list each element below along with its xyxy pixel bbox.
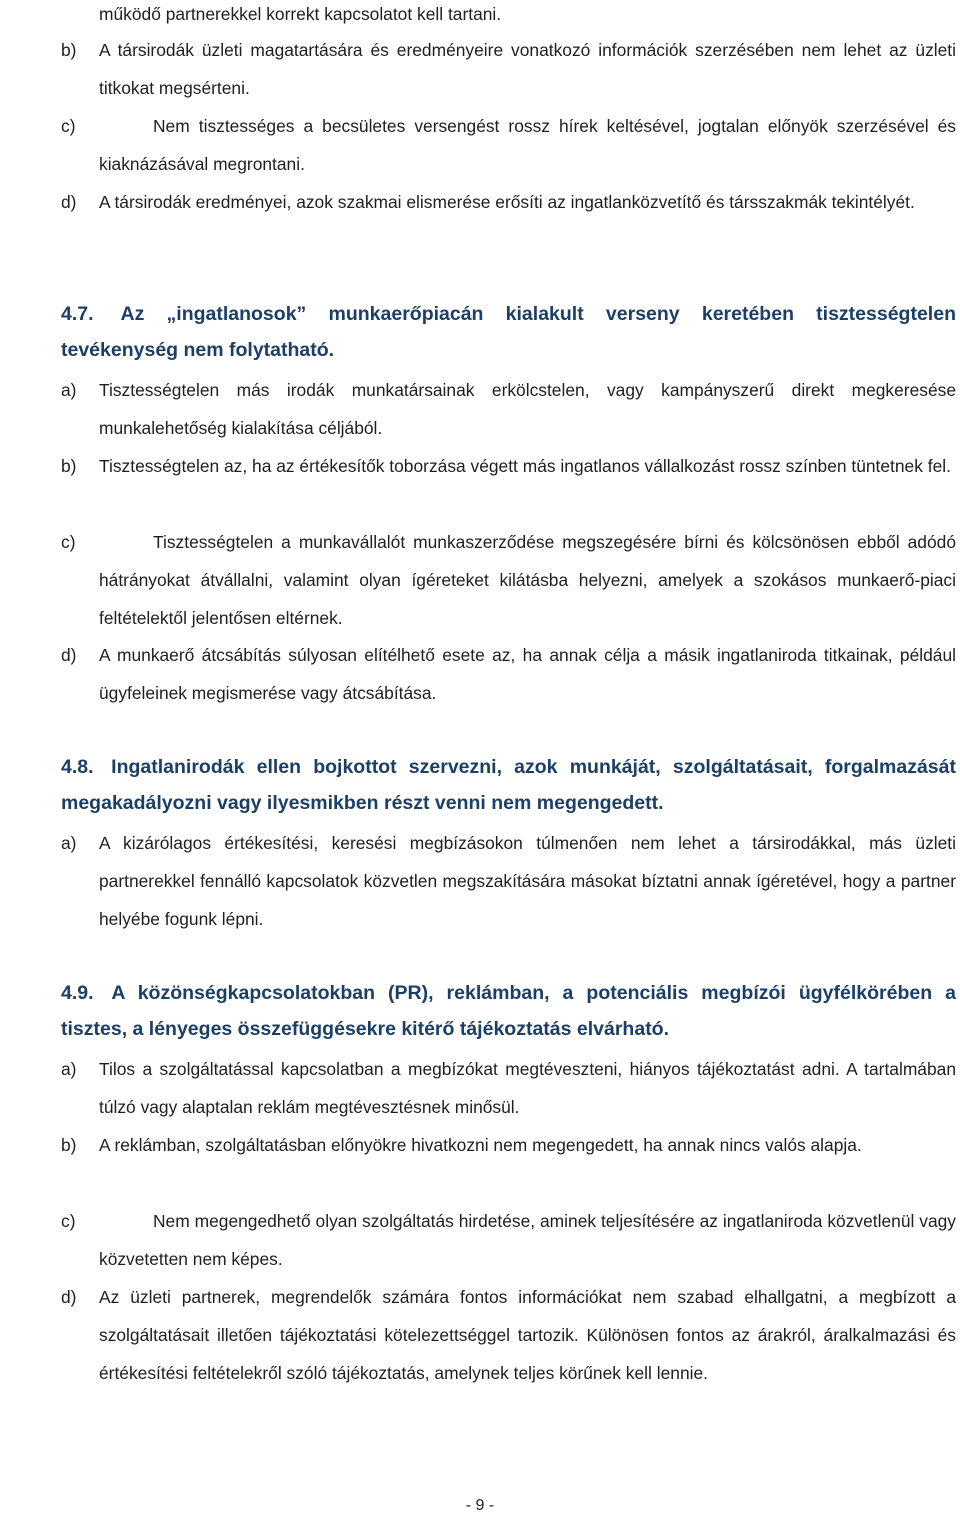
section-title: Ingatlanirodák ellen bojkottot szervezni, azok munkáját, szolgáltatásait, forgalmazását megakadályozni vagy ilyesmikben részt venni nem megengedett. <box>61 756 956 814</box>
list-item <box>61 1126 956 1164</box>
section-heading <box>61 749 956 821</box>
item-text: A társirodák eredményei, azok szakmai elismerése erősíti az ingatlanközvetítő és társszakmák tekintélyét. <box>99 192 915 212</box>
page-number: - 9 - <box>465 1497 495 1514</box>
item-text: Az üzleti partnerek, megrendelők számára fontos információkat nem szabad elhallgatni, a megbízott a szolgáltatásait illetően tájékoztatási kötelezettséggel tartozik. Különösen fontos az árakról, áralkalmazási és értékesítési feltételekről szóló tájékoztatás, amelynek teljes körűnek kell lennie. <box>99 1287 956 1383</box>
section-number: 4.9. <box>61 982 94 1004</box>
section-title: Az „ingatlanosok” munkaerőpiacán kialakult verseny keretében tisztességtelen tevékenység nem folytatható. <box>61 303 956 361</box>
section-heading <box>61 296 956 368</box>
item-label: c) <box>61 532 76 552</box>
item-text: A kizárólagos értékesítési, keresési megbízásokon túlmenően nem lehet a társirodákkal, más üzleti partnerekkel fennálló kapcsolatok közvetlen megszakítására másokat bíztatni annak ígéretével, hogy a partner helyébe fogunk lépni. <box>99 833 956 929</box>
item-label: c) <box>61 116 76 136</box>
list-item <box>61 183 956 221</box>
section-number: 4.8. <box>61 756 94 778</box>
item-label: c) <box>61 1211 76 1231</box>
list-item <box>61 447 956 485</box>
item-text: Nem megengedhető olyan szolgáltatás hirdetése, aminek teljesítésére az ingatlaniroda közvetlenül vagy közvetetten nem képes. <box>99 1211 956 1269</box>
list-item <box>61 1278 956 1392</box>
item-text: Tisztességtelen a munkavállalót munkaszerződése megszegésére bírni és kölcsönösen ebből adódó hátrányokat átvállalni, valamint olyan ígéreteket kilátásba helyezni, amelyek a szokásos munkaerő-piaci feltételektől jelentősen eltérnek. <box>99 532 956 628</box>
item-text: működő partnerekkel korrekt kapcsolatot kell tartani. <box>99 4 502 24</box>
item-label: a) <box>61 833 77 853</box>
item-text: A társirodák üzleti magatartására és eredményeire vonatkozó információk szerzésében nem lehet az üzleti titkokat megsérteni. <box>99 40 956 98</box>
item-label: a) <box>61 380 77 400</box>
list-item <box>61 1202 956 1278</box>
list-item <box>61 824 956 938</box>
item-text: Tisztességtelen más irodák munkatársainak erkölcstelen, vagy kampányszerű direkt megkeresése munkalehetőség kialakítása céljából. <box>99 380 956 438</box>
item-text: Tisztességtelen az, ha az értékesítők toborzása végett más ingatlanos vállalkozást rossz színben tüntetnek fel. <box>99 456 951 476</box>
item-text: A munkaerő átcsábítás súlyosan elítélhető esete az, ha annak célja a másik ingatlaniroda titkainak, például ügyfeleinek megismerése vagy átcsábítása. <box>99 645 956 703</box>
item-label: b) <box>61 1135 77 1155</box>
list-item <box>61 371 956 447</box>
item-label: b) <box>61 40 77 60</box>
item-label: d) <box>61 645 77 665</box>
section-title: A közönségkapcsolatokban (PR), reklámban, a potenciális megbízói ügyfélkörében a tisztes, a lényeges összefüggésekre kitérő tájékoztatás elvárható. <box>61 982 956 1040</box>
item-text: Tilos a szolgáltatással kapcsolatban a megbízókat megtéveszteni, hiányos tájékoztatást adni. A tartalmában túlzó vagy alaptalan reklám megtévesztésnek minősül. <box>99 1059 956 1117</box>
list-item <box>61 31 956 107</box>
list-item <box>61 1050 956 1126</box>
item-label: d) <box>61 192 77 212</box>
list-item <box>61 523 956 637</box>
item-text: A reklámban, szolgáltatásban előnyökre hivatkozni nem megengedett, ha annak nincs valós alapja. <box>99 1135 862 1155</box>
list-item <box>61 636 956 712</box>
list-item <box>99 0 956 33</box>
item-label: a) <box>61 1059 77 1079</box>
item-label: d) <box>61 1287 77 1307</box>
item-text: Nem tisztességes a becsületes versengést rossz hírek keltésével, jogtalan előnyök szerzésével és kiaknázásával megrontani. <box>99 116 956 174</box>
list-item <box>61 107 956 183</box>
section-number: 4.7. <box>61 303 94 325</box>
section-heading <box>61 975 956 1047</box>
item-label: b) <box>61 456 77 476</box>
